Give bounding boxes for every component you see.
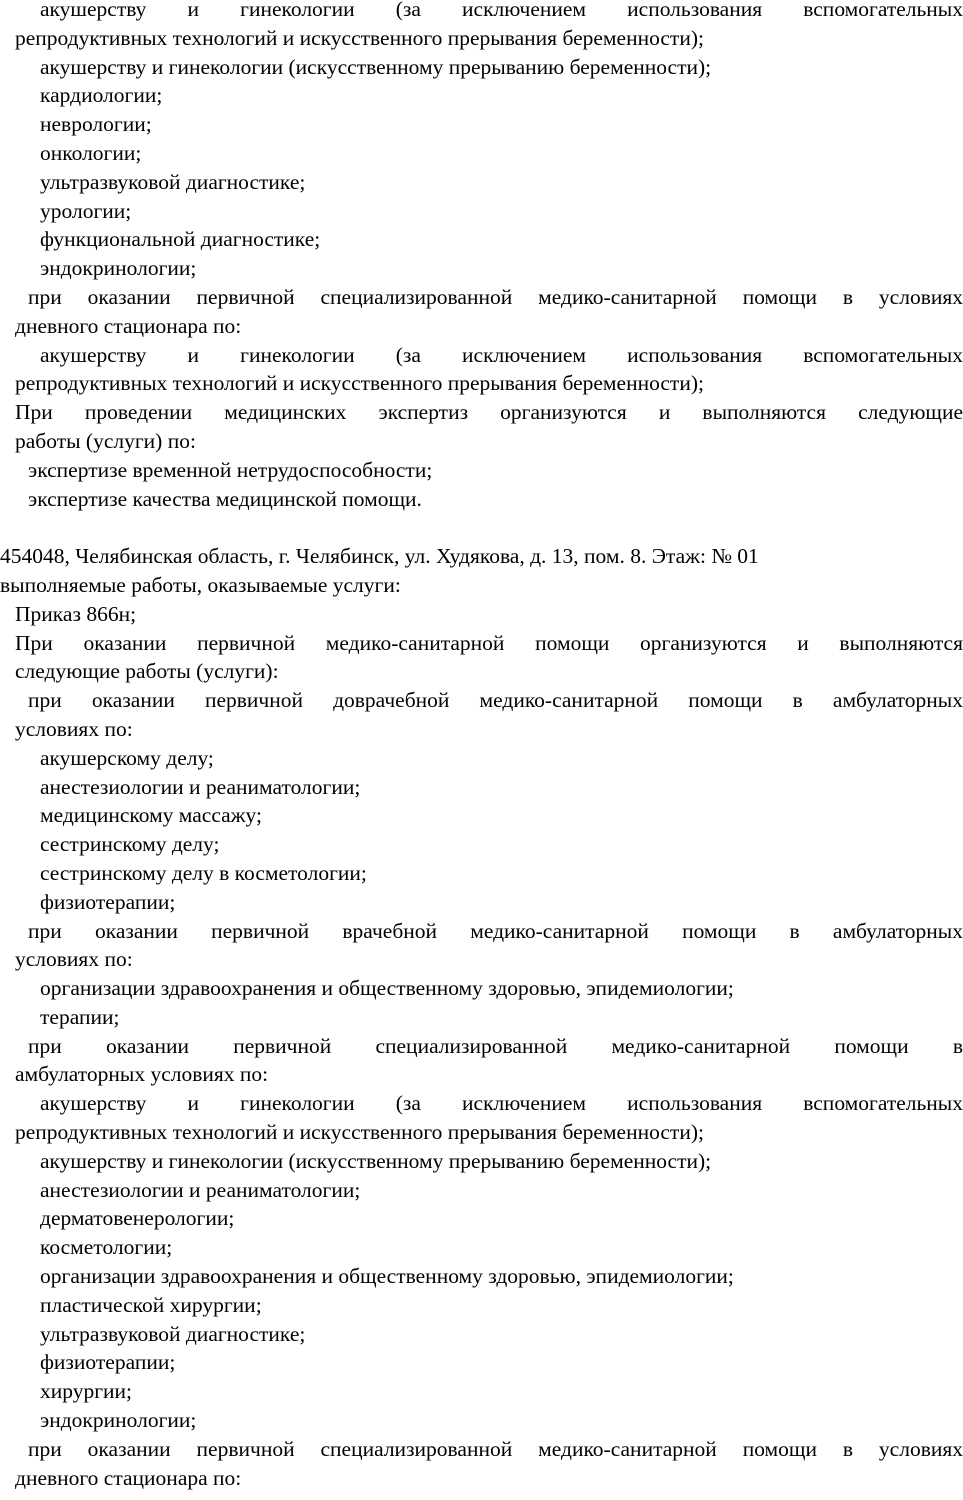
order-reference: Приказ 866н;: [15, 601, 137, 626]
list-item: акушерскому делу;: [40, 745, 214, 770]
list-item: ультразвуковой диагностике;: [40, 1321, 306, 1346]
blank-line: [0, 513, 963, 542]
list-item-obstetrics-excl-art: [0, 0, 963, 53]
list-item: дерматовенерологии;: [40, 1206, 235, 1231]
list-item: физиотерапии;: [40, 889, 176, 914]
list-item: эндокринологии;: [40, 1408, 197, 1433]
list-item: ультразвуковой диагностике;: [40, 169, 306, 194]
line-rest: условиях по:: [15, 716, 133, 741]
line-first: акушерству и гинекологии (за исключением использования вспомогательных: [40, 342, 963, 367]
list-item: анестезиологии и реаниматологии;: [40, 1177, 361, 1202]
list-item: эндокринологии;: [40, 256, 197, 281]
line-first: акушерству и гинекологии (за исключением использования вспомогательных: [40, 0, 963, 21]
services-list-continued: [0, 0, 963, 513]
paragraph-day-hospital: [0, 283, 963, 341]
list-item-obstetrics-excl-art-3: [0, 1089, 963, 1147]
list-item: организации здравоохранения и общественному здоровью, эпидемиологии;: [40, 1264, 734, 1289]
list-item: анестезиологии и реаниматологии;: [40, 774, 361, 799]
paragraph-day-hospital-2: [0, 1435, 963, 1493]
line-rest: дневного стационара по:: [15, 313, 242, 338]
line-rest: репродуктивных технологий и искусственного прерывания беременности);: [15, 1120, 704, 1145]
list-item: сестринскому делу;: [40, 832, 220, 857]
paragraph-expertise: [0, 398, 963, 456]
line-rest: дневного стационара по:: [15, 1465, 242, 1490]
paragraph-pre-doctor: [0, 686, 963, 744]
list-item: пластической хирургии;: [40, 1292, 262, 1317]
line-first: При оказании первичной медико-санитарной помощи организуются и выполняются: [15, 630, 963, 655]
list-item: физиотерапии;: [40, 1350, 176, 1375]
line-rest: репродуктивных технологий и искусственного прерывания беременности);: [15, 25, 704, 50]
paragraph-primary-care: [0, 629, 963, 687]
line-rest: работы (услуги) по:: [15, 428, 196, 453]
line-rest: следующие работы (услуги):: [15, 659, 279, 684]
list-item: сестринскому делу в косметологии;: [40, 860, 367, 885]
list-item: кардиологии;: [40, 83, 163, 108]
list-item: терапии;: [40, 1004, 120, 1029]
list-item: медицинскому массажу;: [40, 803, 262, 828]
line-rest: репродуктивных технологий и искусственного прерывания беременности);: [15, 371, 704, 396]
list-item: неврологии;: [40, 112, 152, 137]
line-first: При проведении медицинских экспертиз организуются и выполняются следующие: [15, 400, 963, 425]
works-heading: выполняемые работы, оказываемые услуги:: [0, 572, 401, 597]
line-rest: амбулаторных условиях по:: [15, 1062, 269, 1087]
line-first: при оказании первичной специализированной медико-санитарной помощи в условиях: [28, 1436, 963, 1461]
list-item: урологии;: [40, 198, 132, 223]
list-item: косметологии;: [40, 1235, 173, 1260]
address-line: 454048, Челябинская область, г. Челябинск, ул. Худякова, д. 13, пом. 8. Этаж: № 01: [0, 544, 759, 569]
list-item: организации здравоохранения и общественному здоровью, эпидемиологии;: [40, 976, 734, 1001]
list-item: акушерству и гинекологии (искусственному прерыванию беременности);: [40, 54, 712, 79]
line-first: при оказании первичной доврачебной медико-санитарной помощи в амбулаторных: [28, 688, 963, 713]
line-rest: условиях по:: [15, 947, 133, 972]
list-item: экспертизе временной нетрудоспособности;: [28, 457, 433, 482]
line-first: при оказании первичной специализированной медико-санитарной помощи в: [28, 1033, 963, 1058]
list-item: онкологии;: [40, 140, 142, 165]
line-first: акушерству и гинекологии (за исключением использования вспомогательных: [40, 1091, 963, 1116]
list-item: акушерству и гинекологии (искусственному прерыванию беременности);: [40, 1148, 712, 1173]
list-item: хирургии;: [40, 1379, 133, 1404]
line-first: при оказании первичной врачебной медико-санитарной помощи в амбулаторных: [28, 918, 963, 943]
line-first: при оказании первичной специализированной медико-санитарной помощи в условиях: [28, 284, 963, 309]
paragraph-doctor: [0, 917, 963, 975]
list-item: экспертизе качества медицинской помощи.: [28, 486, 422, 511]
address-section: [0, 542, 963, 1492]
list-item-obstetrics-excl-art-2: [0, 341, 963, 399]
paragraph-specialized: [0, 1032, 963, 1090]
list-item: функциональной диагностике;: [40, 227, 321, 252]
